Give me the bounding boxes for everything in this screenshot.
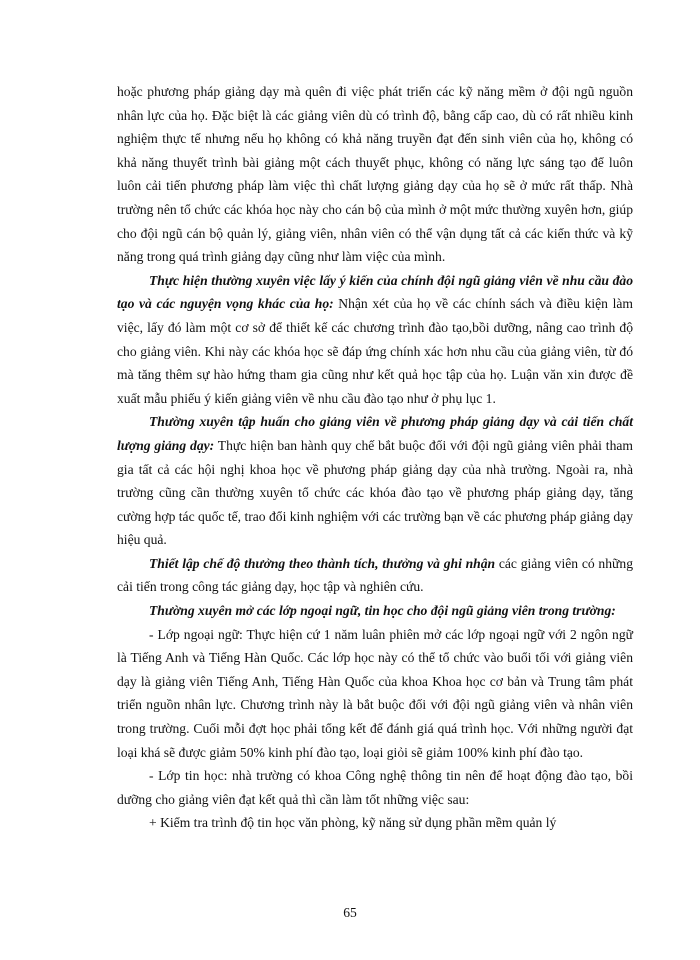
paragraph-heading: Thường xuyên tập huấn cho giảng viên về phương pháp giảng dạy và cải tiến chất lượng giảng dạy: [117,414,633,453]
paragraph-heading: Thiết lập chế độ thưởng theo thành tích, thưởng và ghi nhận [149,555,496,571]
paragraph-body: - Lớp ngoại ngữ: Thực hiện cứ 1 năm luân phiên mở các lớp ngoại ngữ với 2 ngôn ngữ là Tiếng Anh và Tiếng Hàn Quốc. Các lớp học này có thể tổ chức vào buổi tối với giảng viên dạy là giảng viên Tiếng Anh, Tiếng Hàn Quốc của khoa Khoa học cơ bản và Trung tâm phát triển nguồn nhân lực. Chương trình này là bắt buộc đối với đội ngũ giảng viên và nhân viên trong trường. Cuối mỗi đợt học phải tổng kết để đánh giá quá trình học. Với những người đạt loại khá sẽ được giảm 50% kinh phí đào tạo, loại giỏi sẽ giảm 100% kinh phí đào tạo. [117,626,633,760]
paragraph-body: Nhận xét của họ về các chính sách và điều kiện làm việc, lấy đó làm một cơ sở để thiết kế các chương trình đào tạo,bồi dưỡng, nâng cao trình độ cho giảng viên. Khi này các khóa học sẽ đáp ứng chính xác hơn nhu cầu của giảng viên, từ đó mà tăng thêm sự hào hứng tham gia cũng như kết quả học tập của họ. Luận văn xin được đề xuất mẫu phiếu ý kiến giảng viên về nhu cầu đào tạo như ở phụ lục 1. [117,296,633,406]
paragraph-opinion-survey [117,269,633,411]
paragraph-body: + Kiểm tra trình độ tin học văn phòng, kỹ năng sử dụng phần mềm quản lý [149,815,557,831]
paragraph-office-skills-check [117,811,633,835]
paragraph-teaching-training [117,410,633,552]
paragraph-language-it-classes [117,599,633,623]
paragraph-reward-policy [117,552,633,599]
page-number: 65 [343,905,357,920]
paragraph-continuation [117,80,633,269]
paragraph-body: các giảng viên có những cải tiến trong công tác giảng dạy, học tập và nghiên cứu. [117,555,633,595]
paragraph-heading: Thực hiện thường xuyên việc lấy ý kiến của chính đội ngũ giảng viên về nhu cầu đào tạo và các nguyện vọng khác của họ: [117,272,633,312]
paragraph-it-class [117,764,633,811]
paragraph-heading: Thường xuyên mở các lớp ngoại ngữ, tin học cho đội ngũ giảng viên trong trường: [149,603,616,619]
page-content [117,80,633,835]
paragraph-body: - Lớp tin học: nhà trường có khoa Công nghệ thông tin nên để hoạt động đào tạo, bồi dưỡng cho giảng viên đạt kết quả thì cần làm tốt những việc sau: [117,768,633,807]
paragraph-foreign-language-class [117,623,633,765]
paragraph-body: Thực hiện ban hành quy chế bắt buộc đối với đội ngũ giảng viên phải tham gia tất cả các hội nghị khoa học về phương pháp giảng dạy của nhà trường. Ngoài ra, nhà trường cũng cần thường xuyên tổ chức các khóa đào tạo về phương pháp giảng dạy, tăng cường hợp tác quốc tế, trao đổi kinh nghiệm với các trường bạn về các phương pháp giảng dạy hiệu quả. [117,437,633,548]
paragraph-body: hoặc phương pháp giảng dạy mà quên đi việc phát triển các kỹ năng mềm ở đội ngũ nguồn nhân lực của họ. Đặc biệt là các giảng viên dù có trình độ, bằng cấp cao, dù có rất nhiều kinh nghiệm thực tế nhưng nếu họ không có khả năng truyền đạt đến sinh viên của họ, không có khả năng thuyết trình bài giảng một cách thuyết phục, không có năng lực sáng tạo để luôn luôn cải tiến phương pháp làm việc thì chất lượng giảng dạy của họ sẽ ở mức rất thấp. Nhà trường nên tổ chức các khóa học này cho cán bộ của mình ở một mức thường xuyên hơn, giúp cho đội ngũ cán bộ quản lý, giảng viên, nhân viên có thể vận dụng tất cả các kiến thức và kỹ năng trong quá trình giảng dạy cũng như làm việc của mình. [117,84,633,265]
